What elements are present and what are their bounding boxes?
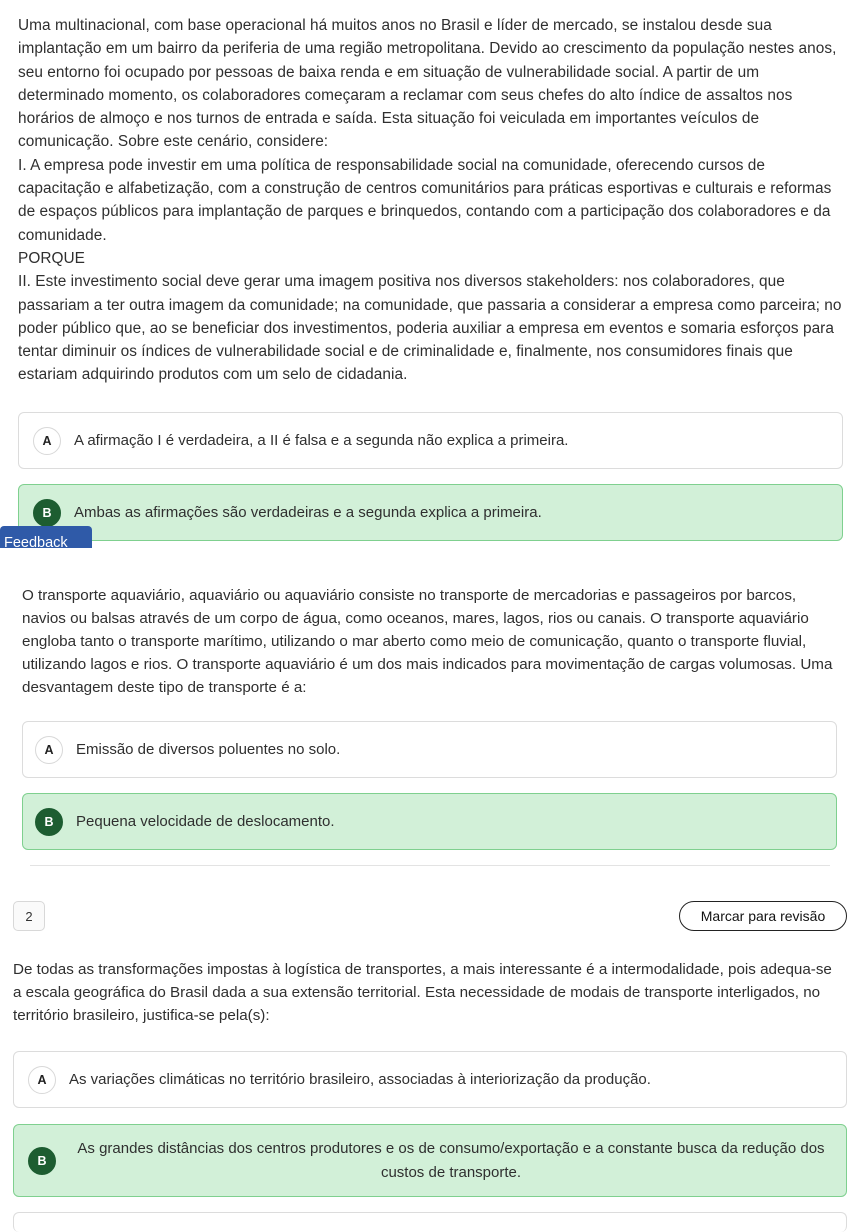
mark-for-review-button[interactable]: Marcar para revisão xyxy=(679,901,847,931)
question-1-statement xyxy=(18,14,843,387)
option-letter-b: B xyxy=(28,1147,56,1175)
option-letter-b: B xyxy=(33,499,61,527)
option-a[interactable] xyxy=(13,1051,847,1108)
option-letter-a: A xyxy=(28,1066,56,1094)
feedback-tab[interactable]: Feedback xyxy=(0,526,92,548)
option-text: As variações climáticas no território brasileiro, associadas à interiorização da produção. xyxy=(69,1071,651,1088)
option-text: As grandes distâncias dos centros produtores e os de consumo/exportação e a constante busca da redução dos custos de transporte. xyxy=(77,1139,825,1181)
option-text: A afirmação I é verdadeira, a II é falsa e a segunda não explica a primeira. xyxy=(74,432,569,449)
option-b-selected[interactable] xyxy=(18,484,843,541)
option-c-partial[interactable] xyxy=(13,1212,847,1232)
question-paragraph: II. Este investimento social deve gerar uma imagem positiva nos diversos stakeholders: nos colaboradores, que passariam a ter outra imagem da comunidade; na comunidade, que passaria a considerar a empresa como parceira; no poder público que, ao se beneficiar dos investimentos, poderia auxiliar a empresa em eventos e somaria esforços para tentar diminuir os índices de vulnerabilidade social e de criminalidade e, finalmente, nos consumidores finais que estariam adquirindo produtos com um selo de cidadania. xyxy=(18,273,842,384)
option-text: Emissão de diversos poluentes no solo. xyxy=(76,741,341,758)
option-text: Ambas as afirmações são verdadeiras e a segunda explica a primeira. xyxy=(74,504,542,521)
divider xyxy=(30,865,830,866)
option-letter-b: B xyxy=(35,808,63,836)
question-statement: De todas as transformações impostas à logística de transportes, a mais interessante é a intermodalidade, pois adequa-se a escala geográfica do Brasil dada a sua extensão territorial. Esta necessidade de modais de transporte interligados, no território brasileiro, justifica-se pela(s): xyxy=(13,961,832,1024)
option-text: Pequena velocidade de deslocamento. xyxy=(76,813,335,830)
option-b-selected[interactable] xyxy=(13,1124,847,1197)
option-letter-a: A xyxy=(33,427,61,455)
option-b-selected[interactable] xyxy=(22,793,837,850)
option-a[interactable] xyxy=(22,721,837,778)
option-letter-a: A xyxy=(35,736,63,764)
option-a[interactable] xyxy=(18,412,843,469)
question-paragraph: I. A empresa pode investir em uma política de responsabilidade social na comunidade, oferecendo cursos de capacitação e alfabetização, com a construção de centros comunitários para práticas esportivas e culturais e reformas de espaços públicos para implantação de parques e brinquedos, contando com a participação dos colaboradores e da comunidade. xyxy=(18,156,832,244)
question-statement: O transporte aquaviário, aquaviário ou aquaviário consiste no transporte de mercadorias e passageiros por barcos, navios ou balsas através de um corpo de água, como oceanos, mares, lagos, rios ou canais. O transporte aquaviário engloba tanto o transporte marítimo, utilizando o mar aberto como meio de comunicação, quanto o transporte fluvial, utilizando lagos e rios. O transporte aquaviário é um dos mais indicados para movimentação de cargas volumosas. Uma desvantagem deste tipo de transporte é a: xyxy=(22,587,833,696)
question-paragraph: PORQUE xyxy=(18,249,86,267)
question-number: 2 xyxy=(13,901,45,931)
question-paragraph: Uma multinacional, com base operacional há muitos anos no Brasil e líder de mercado, se instalou desde sua implantação em um bairro da periferia de uma região metropolitana. Devido ao crescimento da população nestes anos, seu entorno foi ocupado por pessoas de baixa renda e em situação de vulnerabilidade social. A partir de um determinado momento, os colaboradores começaram a reclamar com seus chefes do alto índice de assaltos nos horários de almoço e nos turnos de entrada e saída. Esta situação foi veiculada em importantes veículos de comunicação. Sobre este cenário, considere: xyxy=(18,17,837,151)
